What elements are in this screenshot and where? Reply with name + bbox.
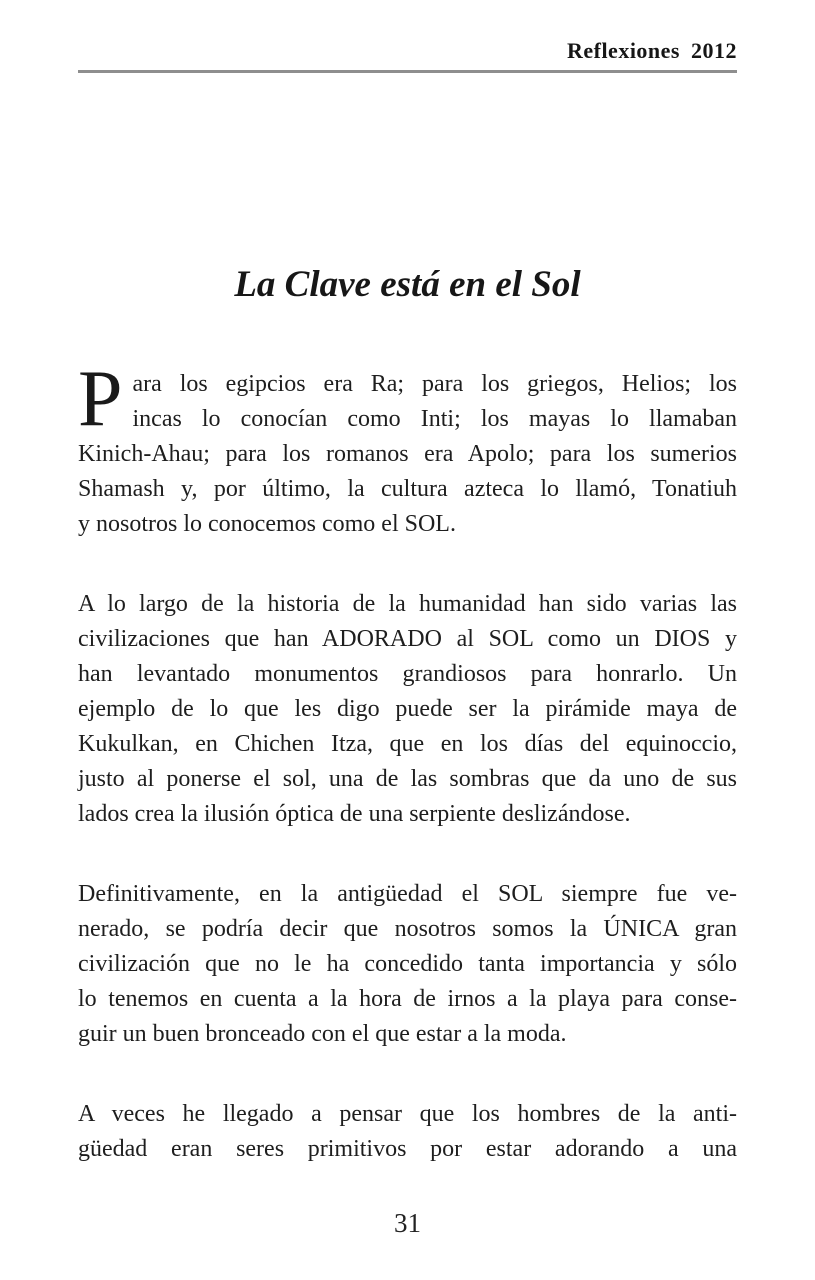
- drop-cap: P: [78, 355, 123, 443]
- text-line: nerado, se podría decir que nosotros somos la ÚNICA gran: [78, 916, 737, 942]
- text-line: civilizaciones que han ADORADO al SOL como un DIOS y: [78, 626, 737, 652]
- header-rule: [78, 70, 737, 73]
- text-line: y nosotros lo conocemos como el SOL.: [78, 511, 456, 537]
- text-line: A lo largo de la historia de la humanidad han sido varias las: [78, 591, 737, 617]
- text-line: ara los egipcios era Ra; para los griegos, Helios; los: [132, 371, 737, 397]
- text-line: han levantado monumentos grandiosos para honrarlo. Un: [78, 661, 737, 687]
- text-line: ejemplo de lo que les digo puede ser la pirámide maya de: [78, 696, 737, 722]
- text-line: civilización que no le ha concedido tanta importancia y sólo: [78, 951, 737, 977]
- text-line: Kinich-Ahau; para los romanos era Apolo; para los sumerios: [78, 441, 737, 467]
- chapter-title: La Clave está en el Sol: [234, 264, 581, 305]
- paragraph: [78, 587, 737, 832]
- text-line: lo tenemos en cuenta a la hora de irnos a la playa para conse-: [78, 986, 737, 1012]
- paragraph: [78, 877, 737, 1052]
- text-line: A veces he llegado a pensar que los hombres de la anti-: [78, 1101, 737, 1127]
- text-line: güedad eran seres primitivos por estar adorando a una: [78, 1136, 737, 1162]
- text-line: Shamash y, por último, la cultura azteca lo llamó, Tonatiuh: [78, 476, 737, 502]
- paragraph: [78, 355, 737, 542]
- text-line: lados crea la ilusión óptica de una serpiente deslizándose.: [78, 801, 631, 827]
- text-line: justo al ponerse el sol, una de las sombras que da uno de sus: [78, 766, 737, 792]
- text-line: Kukulkan, en Chichen Itza, que en los días del equinoccio,: [78, 731, 737, 757]
- body-text: [78, 355, 737, 1167]
- paragraph: [78, 1097, 737, 1167]
- running-header: Reflexiones 2012: [566, 38, 737, 63]
- text-line: incas lo conocían como Inti; los mayas lo llamaban: [132, 406, 737, 432]
- text-line: Definitivamente, en la antigüedad el SOL siempre fue ve-: [78, 881, 737, 907]
- text-line: guir un buen bronceado con el que estar a la moda.: [78, 1021, 567, 1047]
- page-number: 31: [394, 1208, 421, 1238]
